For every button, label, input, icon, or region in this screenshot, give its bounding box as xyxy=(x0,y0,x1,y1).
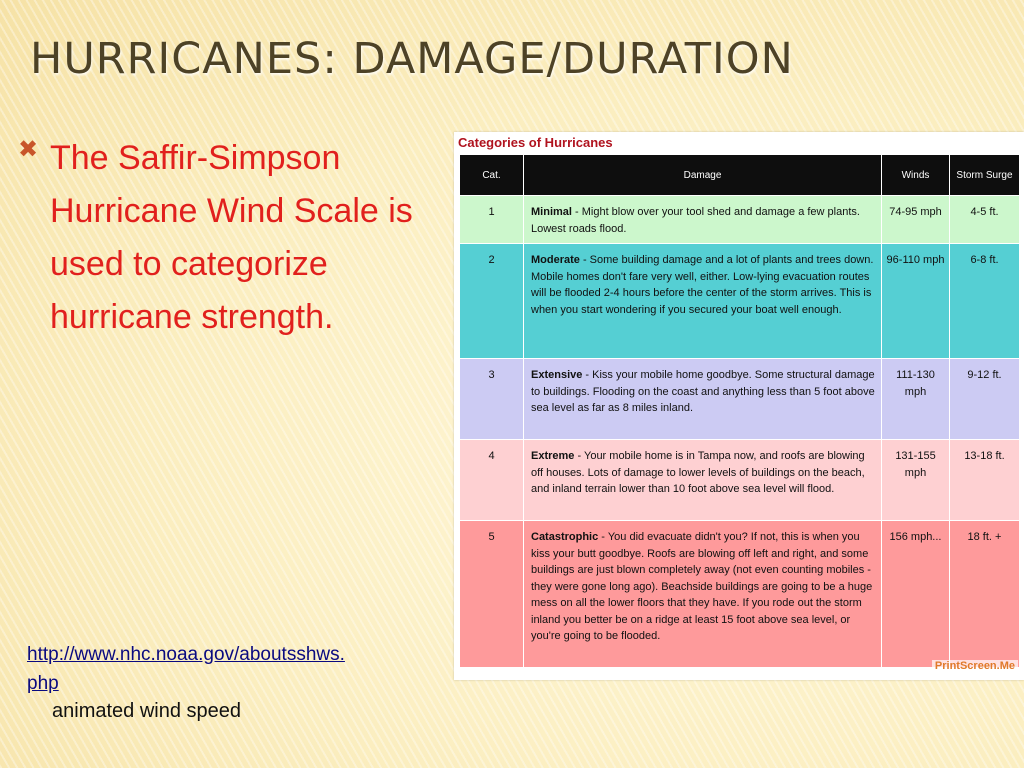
cell-winds: 96-110 mph xyxy=(882,244,950,359)
cell-category: 2 xyxy=(460,244,524,359)
table-row xyxy=(460,244,1020,359)
cell-storm-surge: 9-12 ft. xyxy=(950,359,1020,440)
cell-damage xyxy=(524,440,882,521)
watermark: PrintScreen.Me xyxy=(932,660,1018,672)
cell-category: 3 xyxy=(460,359,524,440)
cell-damage xyxy=(524,244,882,359)
hurricane-categories-table xyxy=(459,154,1020,668)
table-row xyxy=(460,521,1020,668)
hurricane-categories-panel xyxy=(454,132,1024,680)
cell-storm-surge: 18 ft. + xyxy=(950,521,1020,668)
cell-winds: 74-95 mph xyxy=(882,196,950,244)
cell-category: 5 xyxy=(460,521,524,668)
nhc-link[interactable]: http://www.nhc.noaa.gov/aboutsshws.php xyxy=(27,644,345,694)
cell-damage xyxy=(524,196,882,244)
table-row xyxy=(460,196,1020,244)
header-damage: Damage xyxy=(524,155,882,196)
table-row xyxy=(460,359,1020,440)
bullet-x-icon: ✖ xyxy=(18,136,39,163)
bullet-item xyxy=(18,132,448,344)
header-winds: Winds xyxy=(882,155,950,196)
damage-level: Catastrophic xyxy=(531,531,599,543)
table-row xyxy=(460,440,1020,521)
cell-damage xyxy=(524,359,882,440)
cell-storm-surge: 13-18 ft. xyxy=(950,440,1020,521)
cell-storm-surge: 6-8 ft. xyxy=(950,244,1020,359)
damage-description: - You did evacuate didn't you? If not, this is when you kiss your butt goodbye. Roofs are blowing off left and right, and some buildings are just blown completely away (not even counting mobiles - they were gone long ago). Beachside buildings are going to be a huge mess on all the lower floors that they have. If you rode out the storm inland you better be on a ridge at least 15 foot above sea level, or you're going to be flooded. xyxy=(531,531,873,642)
cell-category: 1 xyxy=(460,196,524,244)
table-title: Categories of Hurricanes xyxy=(458,135,613,150)
cell-winds: 111-130 mph xyxy=(882,359,950,440)
slide-title: HURRICANES: DAMAGE/DURATION xyxy=(30,34,794,84)
header-cat: Cat. xyxy=(460,155,524,196)
damage-level: Extreme xyxy=(531,450,575,462)
cell-category: 4 xyxy=(460,440,524,521)
bullet-text: The Saffir-Simpson Hurricane Wind Scale is used to categorize hurricane strength. xyxy=(50,139,413,336)
damage-description: - Might blow over your tool shed and damage a few plants. Lowest roads flood. xyxy=(531,206,860,235)
damage-description: - Kiss your mobile home goodbye. Some structural damage to buildings. Flooding on the coast and anything less than 5 foot above sea level as far as 8 miles inland. xyxy=(531,369,875,414)
cell-storm-surge: 4-5 ft. xyxy=(950,196,1020,244)
caption: animated wind speed xyxy=(52,700,242,722)
damage-description: - Some building damage and a lot of plants and trees down. Mobile homes don't fare very well, either. Low-lying evacuation routes will be flooded 2-4 hours before the center of the storm arrives. This is when you start wondering if you secured your boat well enough. xyxy=(531,254,874,316)
damage-level: Moderate xyxy=(531,254,580,266)
damage-description: - Your mobile home is in Tampa now, and roofs are blowing off houses. Lots of damage to lower levels of buildings on the beach, and inland terrain lower than 10 foot above sea level will flood. xyxy=(531,450,865,495)
damage-level: Extensive xyxy=(531,369,583,381)
cell-winds: 156 mph... xyxy=(882,521,950,668)
cell-winds: 131-155 mph xyxy=(882,440,950,521)
cell-damage xyxy=(524,521,882,668)
table-header-row xyxy=(460,155,1020,196)
damage-level: Minimal xyxy=(531,206,572,218)
header-storm-surge: Storm Surge xyxy=(950,155,1020,196)
